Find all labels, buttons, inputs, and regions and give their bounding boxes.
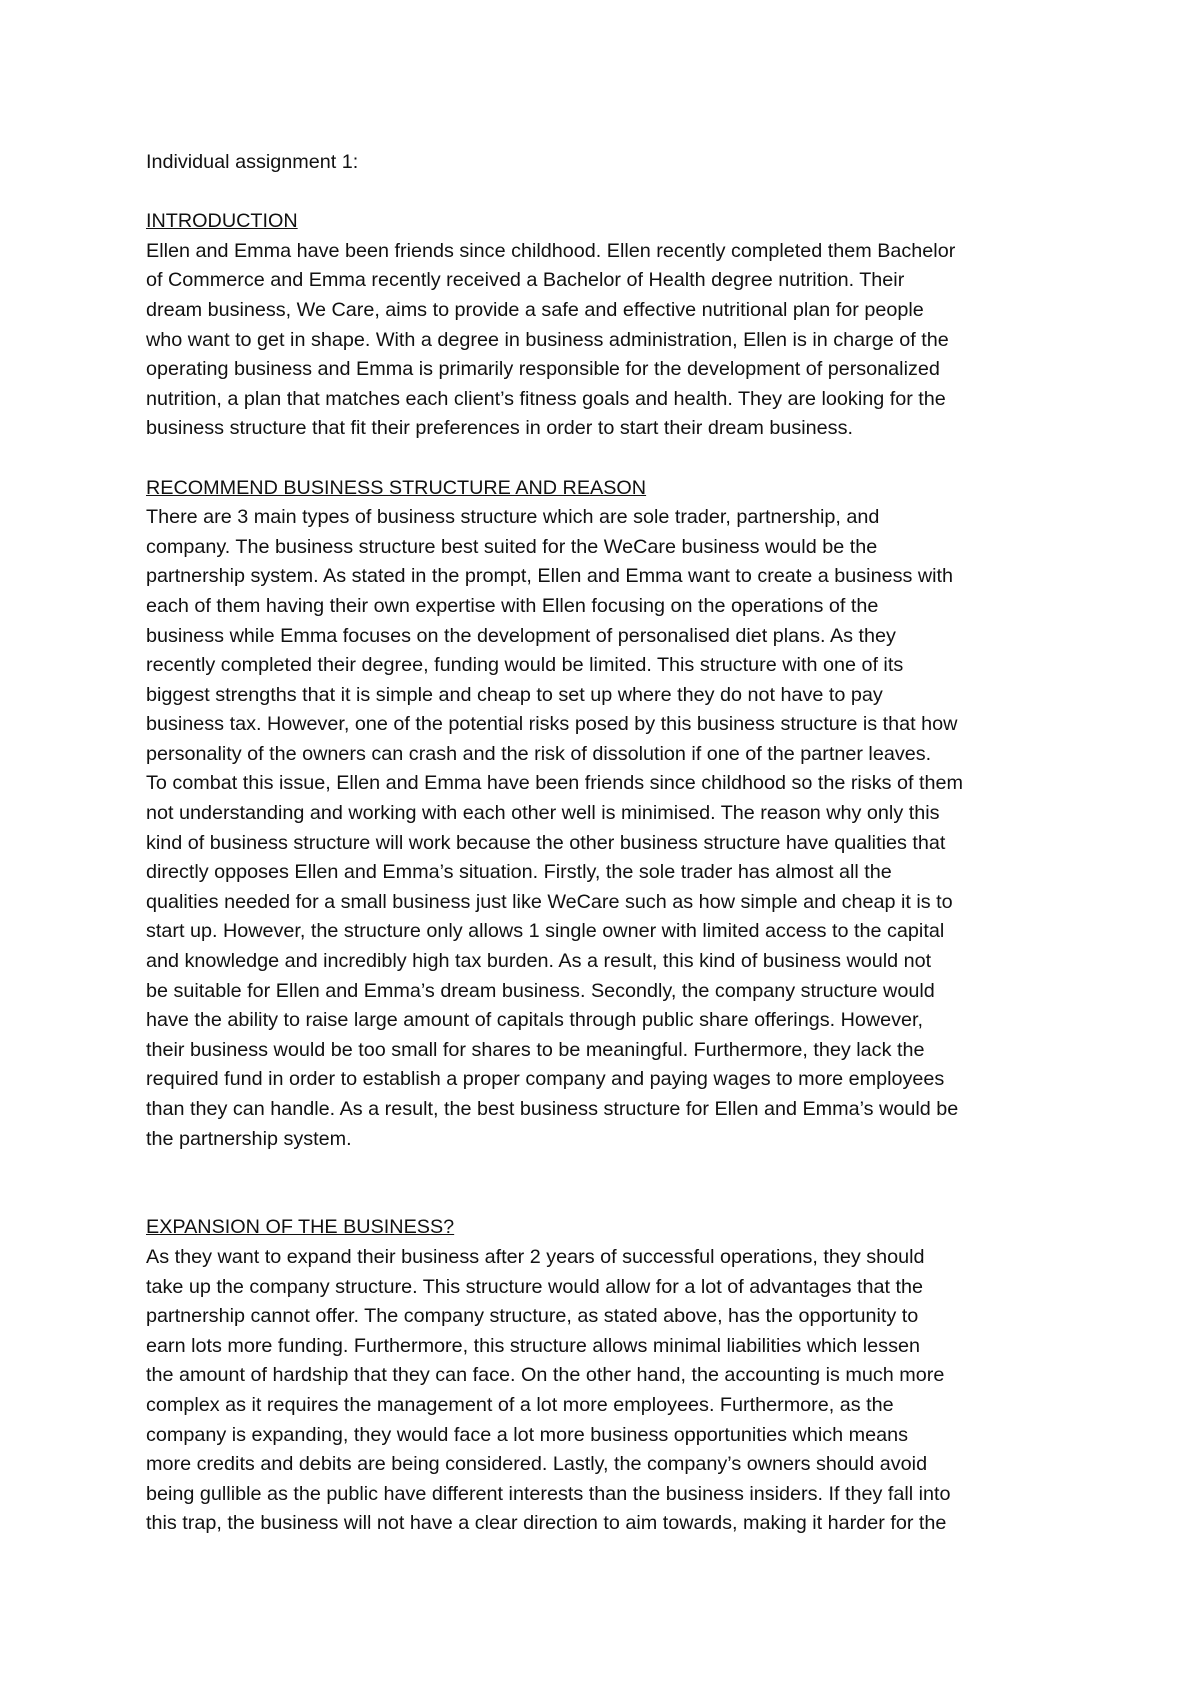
paragraph-line: their business would be too small for shares to be meaningful. Furthermore, they lack the (146, 1038, 925, 1061)
section-introduction (146, 207, 1076, 444)
paragraph-line: take up the company structure. This structure would allow for a lot of advantages that the (146, 1275, 924, 1298)
paragraph-spacer (146, 444, 1076, 474)
paragraph-line: recently completed their degree, funding would be limited. This structure with one of its (146, 654, 904, 677)
paragraph-line: dream business, We Care, aims to provide a safe and effective nutritional plan for people (146, 298, 924, 321)
paragraph-line: operating business and Emma is primarily responsible for the development of personalized (146, 358, 940, 381)
paragraph-line: There are 3 main types of business structure which are sole trader, partnership, and (146, 506, 880, 529)
paragraph-line: personality of the owners can crash and the risk of dissolution if one of the partner leaves. (146, 742, 932, 765)
paragraph-line: company. The business structure best suited for the WeCare business would be the (146, 535, 878, 558)
paragraph-spacer (146, 1154, 1076, 1213)
paragraph-line: be suitable for Ellen and Emma’s dream business. Secondly, the company structure would (146, 979, 935, 1002)
document-title: Individual assignment 1: (146, 151, 359, 173)
paragraph-line: business while Emma focuses on the development of personalised diet plans. As they (146, 624, 896, 647)
paragraph-line: have the ability to raise large amount of capitals through public share offerings. However, (146, 1009, 924, 1032)
paragraph-line: business tax. However, one of the potential risks posed by this business structure is that how (146, 713, 958, 736)
paragraph-line: complex as it requires the management of a lot more employees. Furthermore, as the (146, 1393, 894, 1416)
paragraph-line: earn lots more funding. Furthermore, this structure allows minimal liabilities which lessen (146, 1334, 920, 1357)
section-expansion (146, 1213, 1076, 1539)
paragraph-line: the partnership system. (146, 1127, 352, 1150)
paragraph-line: than they can handle. As a result, the best business structure for Ellen and Emma’s would be (146, 1098, 959, 1120)
paragraph-line: and knowledge and incredibly high tax burden. As a result, this kind of business would not (146, 950, 932, 973)
paragraph-line: not understanding and working with each other well is minimised. The reason why only this (146, 802, 940, 825)
section-heading: EXPANSION OF THE BUSINESS? (146, 1216, 455, 1239)
paragraph-line: required fund in order to establish a proper company and paying wages to more employees (146, 1068, 945, 1091)
paragraph-line: the amount of hardship that they can face. On the other hand, the accounting is much more (146, 1364, 945, 1387)
paragraph-line: partnership system. As stated in the prompt, Ellen and Emma want to create a business with (146, 565, 954, 588)
document-body (146, 148, 1076, 1539)
section-recommend-structure (146, 474, 1076, 1155)
paragraph-line: business structure that fit their preferences in order to start their dream business. (146, 417, 853, 440)
section-heading: INTRODUCTION (146, 210, 298, 233)
paragraph-line: this trap, the business will not have a clear direction to aim towards, making it harder for the (146, 1512, 947, 1535)
paragraph-line: Ellen and Emma have been friends since childhood. Ellen recently completed them Bachelor (146, 239, 956, 262)
paragraph-line: nutrition, a plan that matches each client’s fitness goals and health. They are looking for the (146, 387, 946, 410)
paragraph-line: who want to get in shape. With a degree in business administration, Ellen is in charge of the (146, 328, 949, 351)
paragraph-line: partnership cannot offer. The company structure, as stated above, has the opportunity to (146, 1305, 919, 1328)
paragraph-line: directly opposes Ellen and Emma’s situation. Firstly, the sole trader has almost all the (146, 861, 892, 884)
paragraph-line: To combat this issue, Ellen and Emma have been friends since childhood so the risks of them (146, 772, 963, 795)
paragraph-line: biggest strengths that it is simple and cheap to set up where they do not have to pay (146, 683, 883, 706)
paragraph-line: kind of business structure will work because the other business structure have qualities that (146, 831, 946, 854)
paragraph-line: qualities needed for a small business just like WeCare such as how simple and cheap it is to (146, 890, 953, 913)
paragraph-line: being gullible as the public have different interests than the business insiders. If they fall into (146, 1482, 951, 1505)
paragraph-line: each of them having their own expertise with Ellen focusing on the operations of the (146, 594, 879, 617)
paragraph-line: more credits and debits are being considered. Lastly, the company’s owners should avoid (146, 1453, 928, 1476)
section-heading: RECOMMEND BUSINESS STRUCTURE AND REASON (146, 476, 647, 499)
paragraph-line: start up. However, the structure only allows 1 single owner with limited access to the capital (146, 920, 945, 943)
paragraph-line: As they want to expand their business after 2 years of successful operations, they should (146, 1245, 925, 1268)
paragraph-line: company is expanding, they would face a lot more business opportunities which means (146, 1423, 909, 1446)
paragraph-line: of Commerce and Emma recently received a Bachelor of Health degree nutrition. Their (146, 269, 905, 292)
